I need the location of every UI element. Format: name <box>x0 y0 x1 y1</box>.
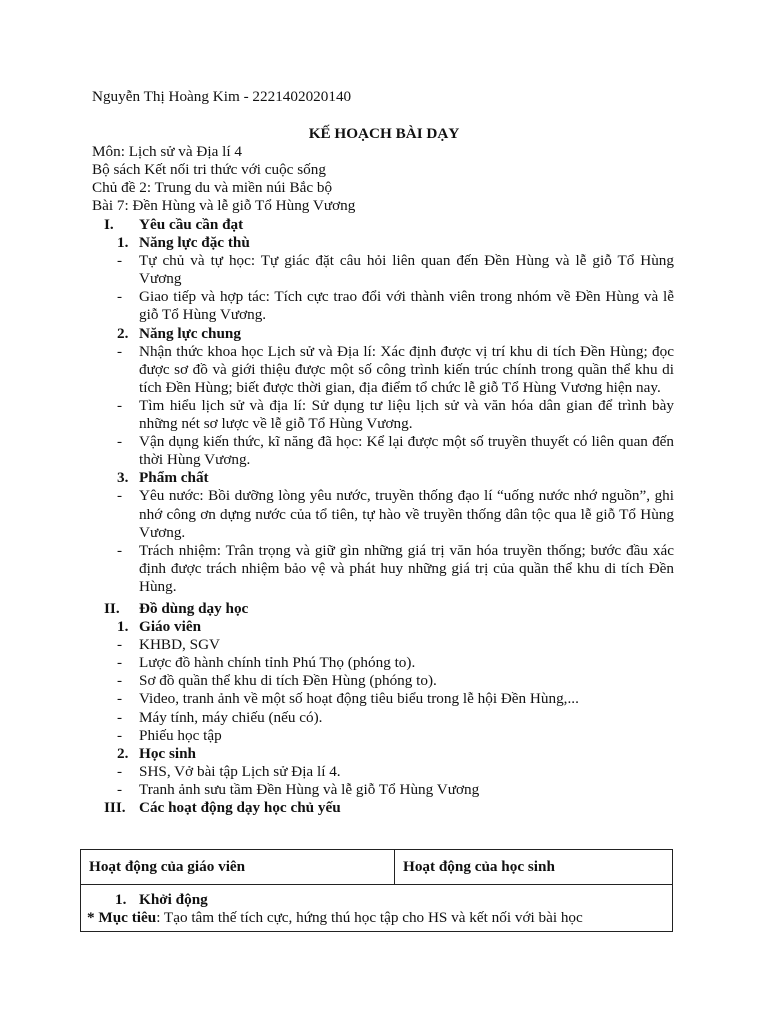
list-item <box>92 763 674 781</box>
list-item-text: Máy tính, máy chiếu (nếu có). <box>139 708 323 726</box>
list-item-text: Yêu nước: Bồi dưỡng lòng yêu nước, truyền thống đạo lí “uống nước nhớ nguồn”, ghi nhớ công ơn dựng nước của tổ tiên, tự hào về truyền thống dân tộc qua lễ giỗ Tổ Hùng Vương. <box>139 487 674 541</box>
bullet-dash: - <box>117 288 123 306</box>
section-heading <box>92 216 674 234</box>
bullet-dash: - <box>117 342 123 360</box>
subsection-heading <box>92 745 674 763</box>
bullet-dash: - <box>117 780 123 798</box>
bullet-dash: - <box>117 672 123 690</box>
author-line: Nguyễn Thị Hoàng Kim - 2221402020140 <box>92 88 352 105</box>
subsection-number: 3. <box>117 469 129 487</box>
list-item <box>92 709 674 727</box>
list-item <box>92 433 674 469</box>
bullet-dash: - <box>117 636 123 654</box>
section-heading <box>92 600 674 618</box>
lesson-meta <box>92 143 355 215</box>
column-header-teacher: Hoạt động của giáo viên <box>81 850 395 885</box>
list-item <box>92 343 674 397</box>
table-row <box>81 885 673 932</box>
activity-table <box>80 849 673 932</box>
objective-text: : Tạo tâm thế tích cực, hứng thú học tập cho HS và kết nối với bài học <box>156 909 583 927</box>
subsection-title: Phẩm chất <box>139 469 209 487</box>
document-title: KẾ HOẠCH BÀI DẠY <box>308 125 460 142</box>
list-item-text: Lược đồ hành chính tỉnh Phú Thọ (phóng to). <box>139 654 416 672</box>
bullet-dash: - <box>117 541 123 559</box>
section-number: II. <box>104 599 120 617</box>
list-item-text: Vận dụng kiến thức, kĩ năng đã học: Kể lại được một số truyền thuyết có liên quan đến thời Hùng Vương. <box>139 433 674 469</box>
table-header-row <box>81 850 673 885</box>
subject-line: Môn: Lịch sử và Địa lí 4 <box>92 143 242 160</box>
list-item-text: Tranh ảnh sưu tầm Đền Hùng và lễ giỗ Tổ Hùng Vương <box>139 780 480 798</box>
list-item <box>92 672 674 690</box>
subsection-number: 1. <box>117 618 129 636</box>
list-item-text: Giao tiếp và hợp tác: Tích cực trao đổi với thành viên trong nhóm về Đền Hùng và lễ giỗ Tổ Hùng Vương. <box>139 288 674 324</box>
section-heading <box>92 799 674 817</box>
subsection-heading <box>92 618 674 636</box>
list-item-text: Video, tranh ảnh về một số hoạt động tiêu biểu trong lễ hội Đền Hùng,... <box>139 690 579 708</box>
activity-step-title: Khởi động <box>139 891 208 908</box>
subsection-heading <box>92 234 674 252</box>
subsection-number: 2. <box>117 324 129 342</box>
list-item <box>92 781 674 799</box>
subsection-number: 1. <box>117 234 129 252</box>
list-item <box>92 690 674 708</box>
activity-step-heading <box>87 891 664 909</box>
list-item-text: SHS, Vở bài tập Lịch sử Địa lí 4. <box>139 762 341 780</box>
subsection-title: Năng lực đặc thù <box>139 234 250 252</box>
list-item <box>92 542 674 596</box>
list-item-text: Sơ đồ quần thể khu di tích Đền Hùng (phóng to). <box>139 672 437 690</box>
list-item <box>92 487 674 541</box>
section-title: Đồ dùng dạy học <box>139 599 249 617</box>
subsection-heading <box>92 325 674 343</box>
list-item <box>92 636 674 654</box>
column-header-student: Hoạt động của học sinh <box>395 850 673 885</box>
list-item-text: Nhận thức khoa học Lịch sử và Địa lí: Xác định được vị trí khu di tích Đền Hùng; đọc được sơ đồ và giới thiệu được một số công trình kiến trúc chính trong quần thể khu di tích Đền Hùng; biết được thời gian, địa điểm tổ chức lễ giỗ Tổ Hùng Vương hiện nay. <box>139 342 674 396</box>
subsection-heading <box>92 469 674 487</box>
bullet-dash: - <box>117 487 123 505</box>
table-cell <box>81 885 673 932</box>
section-title: Các hoạt động dạy học chủ yếu <box>139 799 341 816</box>
activity-table-wrapper <box>80 849 672 932</box>
list-item-text: Phiếu học tập <box>139 726 222 744</box>
topic-line: Chủ đề 2: Trung du và miền núi Bắc bộ <box>92 179 333 197</box>
list-item-text: Trách nhiệm: Trân trọng và giữ gìn những giá trị văn hóa truyền thống; bước đầu xác định được trách nhiệm bảo vệ và phát huy những giá trị của quần thể khu di tích Đền Hùng. <box>139 541 674 595</box>
bullet-dash: - <box>117 708 123 726</box>
bullet-dash: - <box>117 433 123 451</box>
bullet-dash: - <box>117 396 123 414</box>
book-line: Bộ sách Kết nối tri thức với cuộc sống <box>92 161 326 179</box>
list-item-text: KHBD, SGV <box>139 636 221 654</box>
list-item <box>92 397 674 433</box>
subsection-title: Năng lực chung <box>139 324 241 342</box>
bullet-dash: - <box>117 690 123 708</box>
subsection-title: Giáo viên <box>139 618 202 636</box>
subsection-number: 2. <box>117 744 129 762</box>
bullet-dash: - <box>117 252 123 270</box>
objective-label: * Mục tiêu <box>87 909 157 927</box>
section-number: I. <box>104 216 114 233</box>
bullet-dash: - <box>117 654 123 672</box>
list-item <box>92 654 674 672</box>
lesson-line: Bài 7: Đền Hùng và lễ giỗ Tổ Hùng Vương <box>92 197 356 215</box>
list-item <box>92 288 674 324</box>
lesson-content <box>92 216 674 817</box>
list-item-text: Tìm hiểu lịch sử và địa lí: Sử dụng tư liệu lịch sử và văn hóa dân gian để trình bày những nét sơ lược về lễ giỗ Tổ Hùng Vương. <box>139 396 674 433</box>
list-item <box>92 252 674 288</box>
subsection-title: Học sinh <box>139 744 196 762</box>
list-item <box>92 727 674 745</box>
bullet-dash: - <box>117 762 123 780</box>
objective-line <box>87 909 664 927</box>
section-title: Yêu cầu cần đạt <box>139 216 244 233</box>
bullet-dash: - <box>117 726 123 744</box>
activity-step-number: 1. <box>115 891 127 908</box>
list-item-text: Tự chủ và tự học: Tự giác đặt câu hỏi liên quan đến Đền Hùng và lễ giỗ Tổ Hùng Vương <box>139 252 674 288</box>
section-number: III. <box>104 799 126 816</box>
